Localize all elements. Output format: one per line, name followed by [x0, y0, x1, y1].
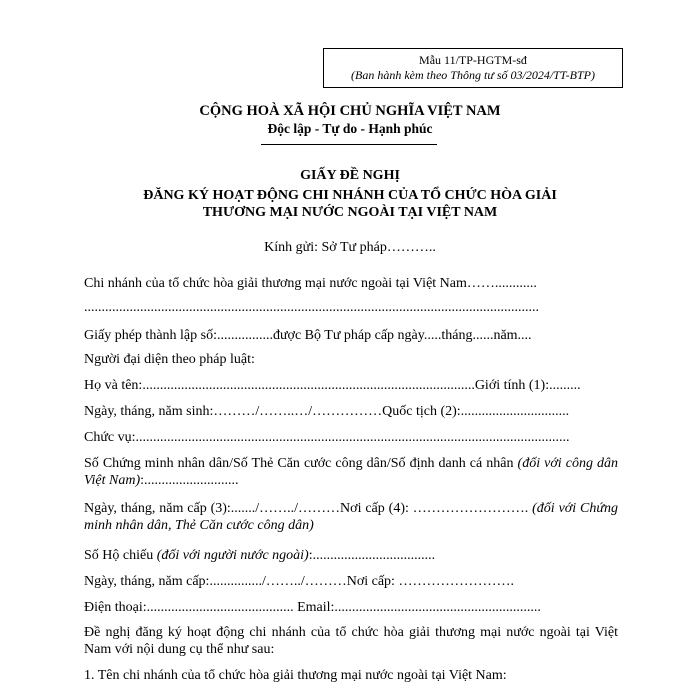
id-number-note: (đối với công dân Việt Nam) — [84, 456, 618, 488]
document-title: GIẤY ĐỀ NGHỊ — [300, 168, 400, 183]
contact-field: Điện thoại:.......................................... Email:........................................................... — [84, 600, 541, 615]
id-issue-note: (đối với Chứng minh nhân dân, Thẻ Căn cước công dân) — [84, 501, 619, 533]
position-field: Chức vụ:............................................................................................................................ — [84, 430, 570, 445]
id-number-field — [84, 455, 618, 489]
passport-blank: :................................... — [308, 548, 436, 563]
branch-name-continuation: .................................................................................................................................. — [84, 300, 539, 315]
motto: Độc lập - Tự do - Hạnh phúc — [267, 121, 433, 136]
passport-field — [84, 547, 435, 564]
form-issued-note: (Ban hành kèm theo Thông tư số 03/2024/TT-BTP) — [351, 68, 595, 82]
request-paragraph: Đề nghị đăng ký hoạt động chi nhánh của tổ chức hòa giải thương mại nước ngoài tại Việt Nam với nội dung cụ thể như sau: — [84, 625, 618, 657]
recipient-line: Kính gửi: Sở Tư pháp……….. — [264, 240, 436, 255]
passport-note: (đối với người nước ngoài) — [156, 548, 309, 563]
document-title-line3: THƯƠNG MẠI NƯỚC NGOÀI TẠI VIỆT NAM — [202, 205, 498, 220]
id-issue-label: Ngày, tháng, năm cấp (3):......./……../………Nơi cấp (4): ……………………. — [84, 501, 533, 516]
legal-rep-heading: Người đại diện theo pháp luật: — [84, 352, 255, 367]
branch-name-field: Chi nhánh của tổ chức hòa giải thương mại nước ngoài tại Việt Nam……............ — [84, 276, 537, 291]
nation-heading: CỘNG HOÀ XÃ HỘI CHỦ NGHĨA VIỆT NAM — [199, 103, 501, 119]
document-title-line2: ĐĂNG KÝ HOẠT ĐỘNG CHI NHÁNH CỦA TỔ CHỨC HÒA GIẢI — [143, 188, 557, 203]
form-code-box — [323, 48, 623, 88]
full-name-field: Họ và tên:...............................................................................................Giới tính (1):......... — [84, 378, 581, 393]
form-code: Mẫu 11/TP-HGTM-sđ — [419, 53, 527, 67]
passport-label: Số Hộ chiếu — [84, 548, 157, 563]
passport-issue-field: Ngày, tháng, năm cấp:.............../……../………Nơi cấp: ……………………. — [84, 574, 514, 589]
dob-nationality-field: Ngày, tháng, năm sinh:………/……..…/……………Quốc tịch (2):............................... — [84, 404, 570, 419]
item-1-heading: 1. Tên chi nhánh của tổ chức hòa giải thương mại nước ngoài tại Việt Nam: — [84, 668, 507, 683]
license-field: Giấy phép thành lập số:................được Bộ Tư pháp cấp ngày.....tháng......năm.... — [84, 328, 532, 343]
id-number-label: Số Chứng minh nhân dân/Số Thẻ Căn cước công dân/Số định danh cá nhân — [84, 456, 518, 471]
id-issue-field — [84, 500, 618, 534]
id-number-blank: :........................... — [140, 473, 239, 488]
motto-underline — [261, 144, 437, 145]
